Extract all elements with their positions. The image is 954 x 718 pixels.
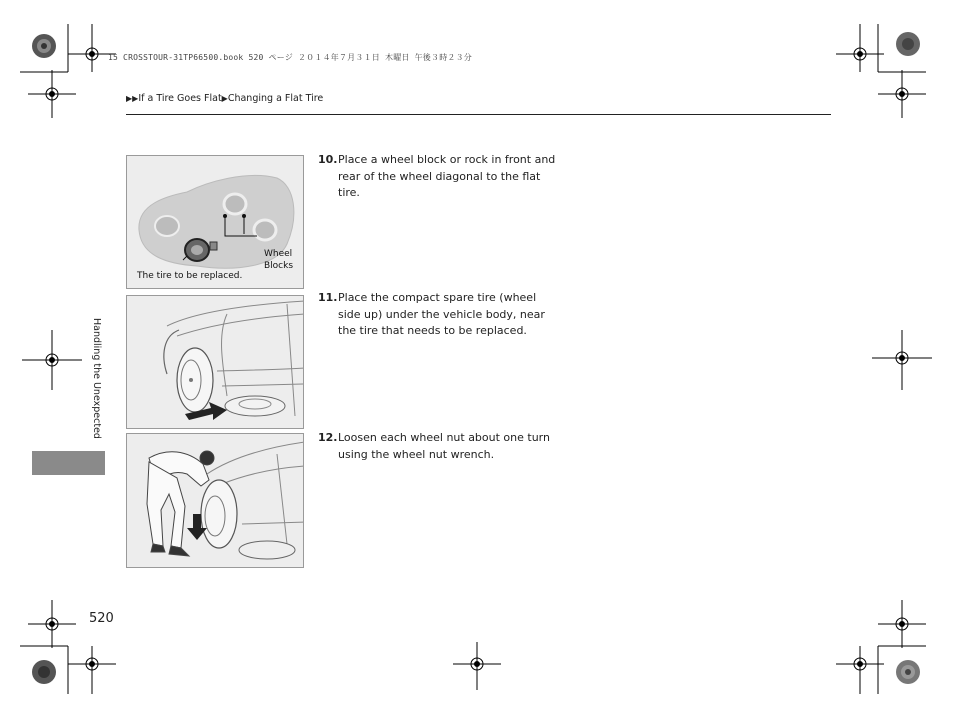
figure-wheel-blocks	[126, 155, 304, 289]
step-10	[318, 152, 558, 202]
label-tire-to-replace: The tire to be replaced.	[137, 271, 243, 281]
print-info: 15 CROSSTOUR-31TP66500.book 520 ページ ２０１４年７月３１日 木曜日 午後３時２３分	[108, 53, 473, 62]
step-11	[318, 290, 558, 340]
step-text: Place a wheel block or rock in front and rear of the wheel diagonal to the flat tire.	[338, 153, 556, 199]
arrow-right-icon: ▶	[221, 94, 228, 103]
loosen-nuts-illustration	[127, 434, 304, 568]
step-number: 11.	[318, 291, 338, 304]
spare-tire-illustration	[127, 296, 304, 429]
label-wheel: Wheel	[264, 249, 293, 259]
breadcrumb-level1[interactable]: If a Tire Goes Flat	[138, 93, 222, 104]
arrow-right-icon: ▶▶	[126, 94, 139, 103]
section-tab	[32, 451, 105, 475]
step-number: 10.	[318, 153, 338, 166]
header-rule	[126, 114, 831, 115]
breadcrumb-level2[interactable]: Changing a Flat Tire	[227, 93, 324, 104]
step-text: Loosen each wheel nut about one turn using the wheel nut wrench.	[338, 431, 550, 461]
figure-loosen-wheel-nuts	[126, 433, 304, 568]
figure-spare-tire-placement	[126, 295, 304, 429]
label-blocks: Blocks	[264, 261, 294, 271]
page-number: 520	[89, 611, 114, 626]
breadcrumb	[126, 93, 323, 104]
step-number: 12.	[318, 431, 338, 444]
step-12	[318, 430, 558, 463]
step-text: Place the compact spare tire (wheel side up) under the vehicle body, near the tire that needs to be replaced.	[338, 291, 545, 337]
side-tab-label: Handling the Unexpected	[91, 318, 102, 439]
